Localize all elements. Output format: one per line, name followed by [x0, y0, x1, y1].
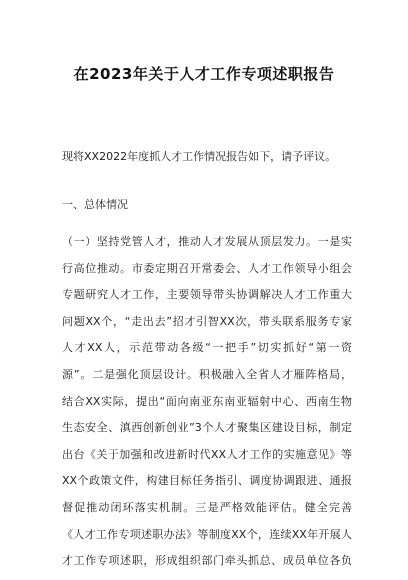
paragraph-line: （一）坚持党管人才，推动人才发展从顶层发力。一是实 — [62, 235, 352, 248]
paragraph-line: 出台《关于加强和改进新时代XX人才工作的实施意见》等 — [62, 447, 352, 461]
paragraph-line: 人才XX人，示范带动各级“一把手”切实抓好“第一资 — [62, 341, 352, 355]
document-title: 在2023年关于人才工作专项述职报告 — [73, 65, 335, 83]
paragraph-line: 行高位推动。市委定期召开常委会、人才工作领导小组会 — [62, 261, 352, 275]
paragraph-line: 生态安全、滇西创新创业”3个人才聚集区建设目标，制定 — [62, 421, 352, 435]
paragraph-line: 结合XX实际，提出“面向南亚东南亚辐射中心、西南生物 — [62, 394, 352, 408]
paragraph-line: 专题研究人才工作，主要领导带头协调解决人才工作重大 — [62, 288, 352, 302]
paragraph-line: 问题XX个，“走出去”招才引智XX次，带头联系服务专家 — [62, 314, 352, 328]
intro-paragraph: 现将XX2022年度抓人才工作情况报告如下，请予评议。 — [62, 150, 337, 163]
paragraph-line: 源”。二是强化顶层设计。积极融入全省人才雁阵格局， — [62, 367, 352, 381]
paragraph-line: 才工作专项述职，形成组织部门牵头抓总、成员单位各负 — [62, 554, 352, 568]
section-heading: 一、总体情况 — [62, 198, 128, 211]
body-paragraph — [62, 229, 352, 575]
paragraph-line: XX个政策文件，构建目标任务指引、调度协调跟进、通报 — [62, 474, 352, 488]
paragraph-line: 督促推动闭环落实机制。三是严格效能评估。健全完善 — [62, 500, 352, 514]
paragraph-line: 《人才工作专项述职办法》等制度XX个，连续XX年开展人 — [62, 527, 352, 541]
